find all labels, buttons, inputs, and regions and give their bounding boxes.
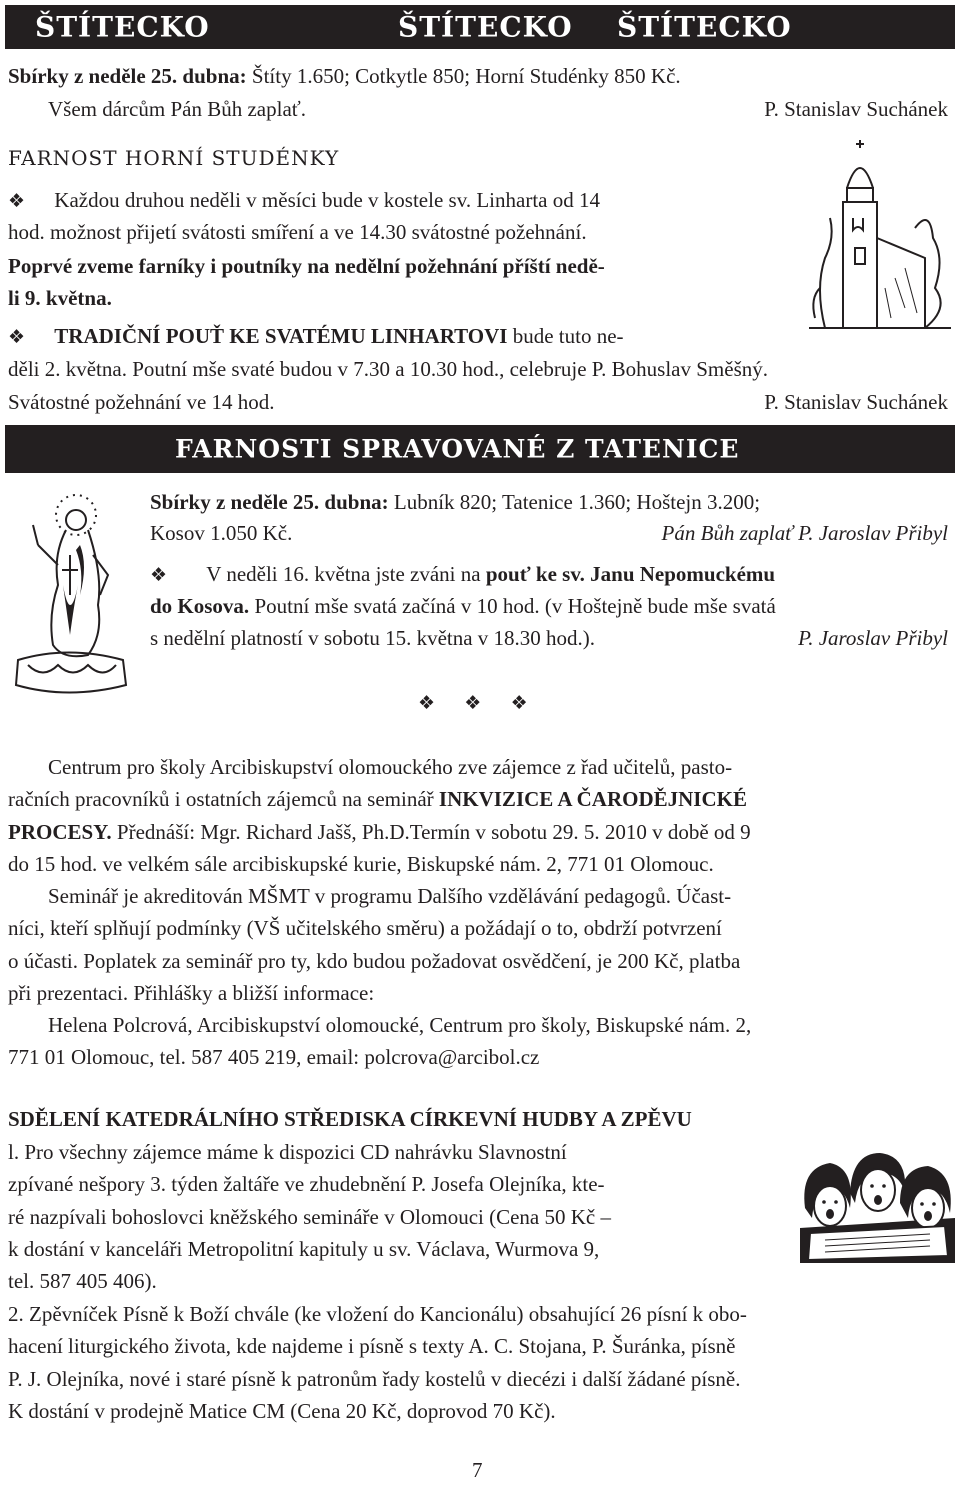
hs-item2-bold: TRADIČNÍ POUŤ KE SVATÉMU LINHARTOVI [54,324,508,348]
seminar-line-6: níci, kteří splňují podmínky (VŠ učitelského směru) a požádají o to, obdrží potvrzení [8,916,722,940]
hs-item2-line3: Svátostné požehnání ve 14 hod. [8,390,275,414]
seminar-line-8: při prezentaci. Přihlášky a bližší informace: [8,981,375,1005]
seminar-line-4: do 15 hod. ve velkém sále arcibiskupské kurie, Biskupské nám. 2, 771 01 Olomouc. [8,852,714,876]
music-p2-line2: hacení liturgického života, kde najdeme i písně s texty A. C. Stojana, P. Šuránka, písně [8,1334,736,1358]
stity-thanks: Všem dárcům Pán Bůh zaplať. [48,97,306,121]
hs-signature: P. Stanislav Suchánek [764,390,948,414]
tatenice-collections-line2: Kosov 1.050 Kč. [150,521,293,545]
seminar-line-9: Helena Polcrová, Arcibiskupství olomoucké, Centrum pro školy, Biskupské nám. 2, [48,1013,752,1037]
church-illustration [805,138,955,338]
music-p2-line1: 2. Zpěvníček Písně k Boží chvále (ke vložení do Kancionálu) obsahující 26 písní k obo- [8,1302,747,1326]
diamond-bullet-icon: ❖ [8,190,26,212]
hs-item2-line1 [8,320,624,353]
diamond-bullet-icon: ❖ [8,326,26,348]
tatenice-item-bold1: pouť ke sv. Janu Nepomuckému [485,562,776,586]
singers-illustration [800,1148,955,1263]
tatenice-item-line2 [150,590,776,622]
header-word-2: ŠTÍTECKO [398,10,573,44]
seminar-line-3 [8,816,751,848]
music-p1-line2: zpívané nešpory 3. týden žaltáře ve zhudebnění P. Josefa Olejníka, kte- [8,1172,605,1196]
tatenice-item-line1 [150,558,775,591]
seminar-line-5: Seminář je akreditován MŠMT v programu Dalšího vzdělávání pedagogů. Účast- [48,884,732,908]
header-word-3: ŠTÍTECKO [617,10,792,44]
hs-item2-rest: bude tuto ne- [507,324,624,348]
tatenice-thanks: Pán Bůh zaplať P. Jaroslav Přibyl [661,521,948,545]
separator-row [418,686,528,719]
seminar-line-7: o účasti. Poplatek za seminář pro ty, kdo budou požadovat osvědčení, je 200 Kč, platba [8,949,741,973]
seminar-title-part2: PROCESY. [8,820,112,844]
tatenice-item-line3: s nedělní platností v sobotu 15. května v 18.30 hod.). [150,626,596,650]
hs-item1-line2: hod. možnost přijetí svátosti smíření a ve 14.30 svátostné požehnání. [8,220,587,244]
stity-collections-label: Sbírky z neděle 25. dubna: [8,64,247,88]
seminar-line-2-text: račních pracovníků i ostatních zájemců na seminář [8,787,439,811]
music-p2-line4: K dostání v prodejně Matice CM (Cena 20 Kč, doprovod 70 Kč). [8,1399,556,1423]
tatenice-collections-label: Sbírky z neděle 25. dubna: [150,490,389,514]
stity-collections [8,60,681,92]
page-number: 7 [472,1458,483,1482]
header-bar-tatenice [5,425,955,473]
stity-collections-text: Štíty 1.650; Cotkytle 850; Horní Studénky 850 Kč. [251,64,681,88]
header-bar-stitecko [5,5,955,49]
seminar-line-3-text: Přednáší: Mgr. Richard Jašš, Ph.D.Termín v sobotu 29. 5. 2010 v době od 9 [111,820,751,844]
music-p1-line1: l. Pro všechny zájemce máme k dispozici CD nahrávku Slavnostní [8,1140,567,1164]
header-word-1: ŠTÍTECKO [35,10,210,44]
hs-item1-line3: Poprvé zveme farníky i poutníky na nedělní požehnání příští nedě- [8,254,605,278]
seminar-line-1: Centrum pro školy Arcibiskupství olomouckého zve zájemce z řad učitelů, pasto- [48,755,733,779]
stity-signature: P. Stanislav Suchánek [764,97,948,121]
tatenice-item-text2: Poutní mše svatá začíná v 10 hod. (v Hoštejně bude mše svatá [249,594,776,618]
tatenice-signature: P. Jaroslav Přibyl [798,626,948,650]
hs-item1-line4: li 9. května. [8,286,112,310]
diamond-bullet-icon: ❖ [510,692,528,714]
tatenice-heading: FARNOSTI SPRAVOVANÉ Z TATENICE [175,434,740,464]
hs-item1-text: Každou druhou neděli v měsíci bude v kostele sv. Linharta od 14 [54,188,600,212]
diamond-bullet-icon: ❖ [464,692,482,714]
tatenice-collections-text: Lubník 820; Tatenice 1.360; Hoštejn 3.200; [388,490,761,514]
tatenice-item-bold2: do Kosova. [150,594,250,618]
music-p1-line5: tel. 587 405 406). [8,1269,157,1293]
tatenice-item-text1: V neděli 16. května jste zváni na [206,562,486,586]
music-heading: SDĚLENÍ KATEDRÁLNÍHO STŘEDISKA CÍRKEVNÍ HUDBY A ZPĚVU [8,1107,692,1131]
music-p2-line3: P. J. Olejníka, nové i staré písně k patronům řady kostelů v diecézi i další žádané písně. [8,1367,741,1391]
music-p1-line3: ré nazpívali bohoslovci kněžského semináře v Olomouci (Cena 50 Kč – [8,1205,611,1229]
seminar-title-part1: INKVIZICE A ČARODĚJNICKÉ [438,787,747,811]
saint-statue-illustration [8,485,133,705]
seminar-line-2 [8,783,747,815]
music-p1-line4: k dostání v kanceláři Metropolitní kapituly u sv. Václava, Wurmova 9, [8,1237,600,1261]
diamond-bullet-icon: ❖ [418,692,436,714]
diamond-bullet-icon: ❖ [150,564,168,586]
seminar-line-10: 771 01 Olomouc, tel. 587 405 219, email: polcrova@arcibol.cz [8,1045,540,1069]
hs-item2-line2: děli 2. května. Poutní mše svaté budou v 7.30 a 10.30 hod., celebruje P. Bohuslav Směšný. [8,357,768,381]
hs-item1-line1 [8,184,600,217]
horni-studenky-heading: FARNOST HORNÍ STUDÉNKY [8,146,340,170]
tatenice-collections [150,486,760,518]
